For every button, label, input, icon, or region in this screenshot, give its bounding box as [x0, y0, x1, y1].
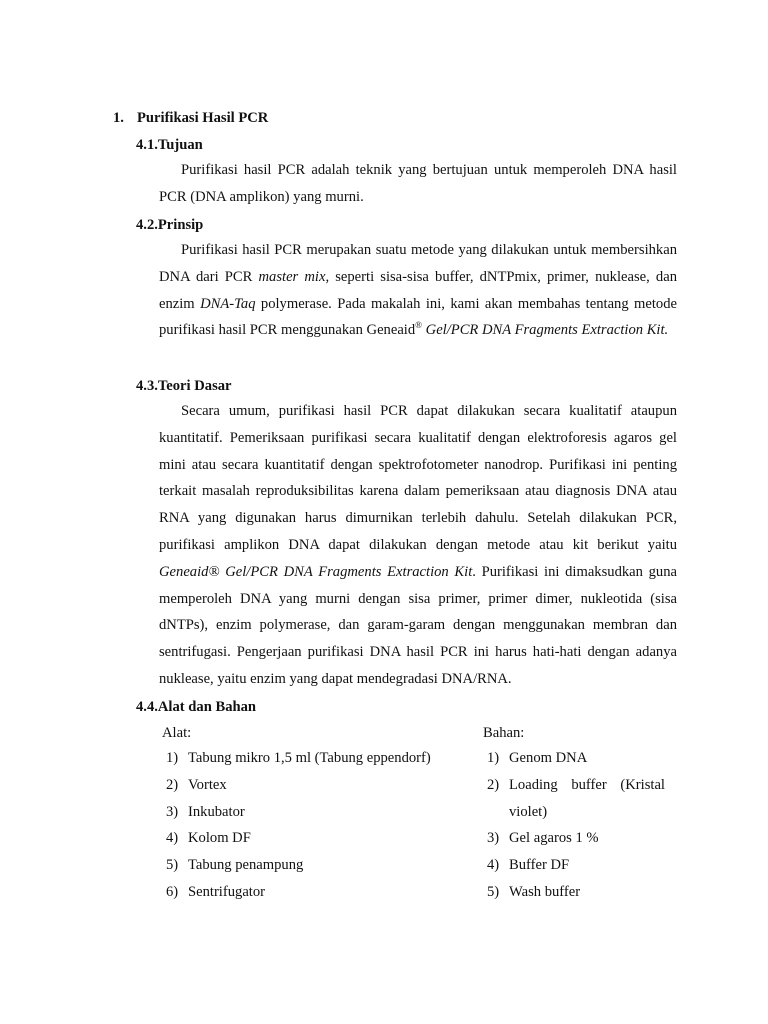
list-item-number: 4) — [487, 857, 500, 874]
prinsip-italic-kit: Gel/PCR DNA Fragments Extraction Kit. — [425, 322, 669, 339]
list-item-text: Genom DNA — [509, 750, 588, 766]
list-item-number: 3) — [166, 803, 179, 820]
alat-list-item — [166, 799, 466, 826]
bahan-list — [487, 745, 665, 906]
list-item-text: Tabung penampung — [188, 857, 304, 874]
list-item-text: Tabung mikro 1,5 ml (Tabung eppendorf) — [188, 750, 431, 766]
section-number: 1. — [113, 110, 124, 126]
prinsip-paragraph — [159, 237, 677, 344]
list-item-number: 1) — [166, 750, 179, 766]
alat-bahan-heading: 4.4.Alat dan Bahan — [136, 699, 257, 715]
list-item-text: Gel agaros 1 % — [509, 830, 599, 847]
list-item-text: Loading buffer (Kristal violet) — [509, 776, 665, 820]
list-item-text: Buffer DF — [509, 857, 570, 874]
prinsip-italic-dna-taq: DNA-Taq — [200, 295, 256, 312]
prinsip-heading: 4.2.Prinsip — [136, 217, 204, 233]
prinsip-text-1: Purifikasi hasil PCR merupakan suatu metode yang dilakukan untuk membersihkan DNA dari PCR — [159, 242, 677, 285]
list-item-number: 6) — [166, 883, 179, 900]
tujuan-paragraph: Purifikasi hasil PCR adalah teknik yang bertujuan untuk memperoleh DNA hasil PCR (DNA amplikon) yang murni. — [159, 162, 677, 205]
list-item-number: 2) — [166, 776, 179, 793]
prinsip-text-3: polymerase. Pada makalah ini, kami akan membahas tentang metode purifikasi hasil PCR menggunakan Geneaid — [159, 295, 678, 339]
alat-list-item — [166, 772, 466, 799]
alat-list — [166, 745, 466, 906]
list-item-number: 5) — [487, 883, 500, 900]
list-item-number: 4) — [166, 830, 179, 847]
teori-italic-kit: Geneaid® Gel/PCR DNA Fragments Extraction Kit — [159, 563, 473, 580]
teori-paragraph — [159, 398, 677, 693]
alat-list-item — [166, 879, 466, 906]
list-item-text: Kolom DF — [188, 830, 251, 847]
bahan-list-item — [487, 825, 665, 852]
tujuan-heading: 4.1.Tujuan — [136, 137, 203, 153]
list-item-text: Sentrifugator — [188, 883, 266, 900]
section-heading — [113, 108, 268, 128]
list-item-number: 2) — [487, 776, 500, 793]
teori-text-2: . Purifikasi ini dimaksudkan guna memperoleh DNA yang murni dengan sisa primer, primer dimer, nukleotida (sisa dNTPs), enzim polymerase, dan garam-garam dengan menggunakan membran dan sentrifugasi. Pengerjaan purifikasi DNA hasil PCR ini harus hati-hati dengan adanya nuklease, yaitu enzim yang dapat mendegradasi DNA/RNA. — [159, 563, 678, 687]
list-item-number: 1) — [487, 750, 500, 766]
registered-mark: ® — [415, 320, 422, 331]
list-item-text: Vortex — [188, 776, 227, 793]
list-item-number: 3) — [487, 830, 500, 847]
list-item-text: Inkubator — [188, 803, 245, 820]
teori-heading: 4.3.Teori Dasar — [136, 378, 232, 394]
list-item-text: Wash buffer — [509, 883, 581, 900]
section-title: Purifikasi Hasil PCR — [137, 110, 269, 126]
bahan-list-item — [487, 745, 665, 772]
alat-list-item — [166, 745, 466, 772]
bahan-label: Bahan: — [483, 725, 525, 741]
alat-list-item — [166, 852, 466, 879]
alat-label: Alat: — [162, 725, 192, 741]
teori-text-1: Secara umum, purifikasi hasil PCR dapat dilakukan secara kualitatif ataupun kuantitatif. Pemeriksaan purifikasi secara kualitatif dengan elektroforesis agaros gel mini atau secara kuantitatif dengan spektrofotometer nanodrop. Purifikasi ini penting terkait masalah reproduksibilitas karena dalam pemeriksaan atau diagnosis DNA atau RNA yang digunakan harus dimurnikan terlebih dahulu. Setelah dilakukan PCR, purifikasi amplikon DNA dapat dilakukan dengan metode atau kit berikut yaitu — [159, 403, 677, 553]
bahan-list-item — [487, 852, 665, 879]
bahan-list-item — [487, 772, 665, 826]
prinsip-text-2: , seperti sisa-sisa buffer, dNTPmix, primer, nuklease, dan enzim — [159, 268, 677, 312]
prinsip-italic-master-mix: master mix — [258, 268, 326, 285]
bahan-list-item — [487, 879, 665, 906]
list-item-number: 5) — [166, 857, 179, 874]
alat-list-item — [166, 825, 466, 852]
